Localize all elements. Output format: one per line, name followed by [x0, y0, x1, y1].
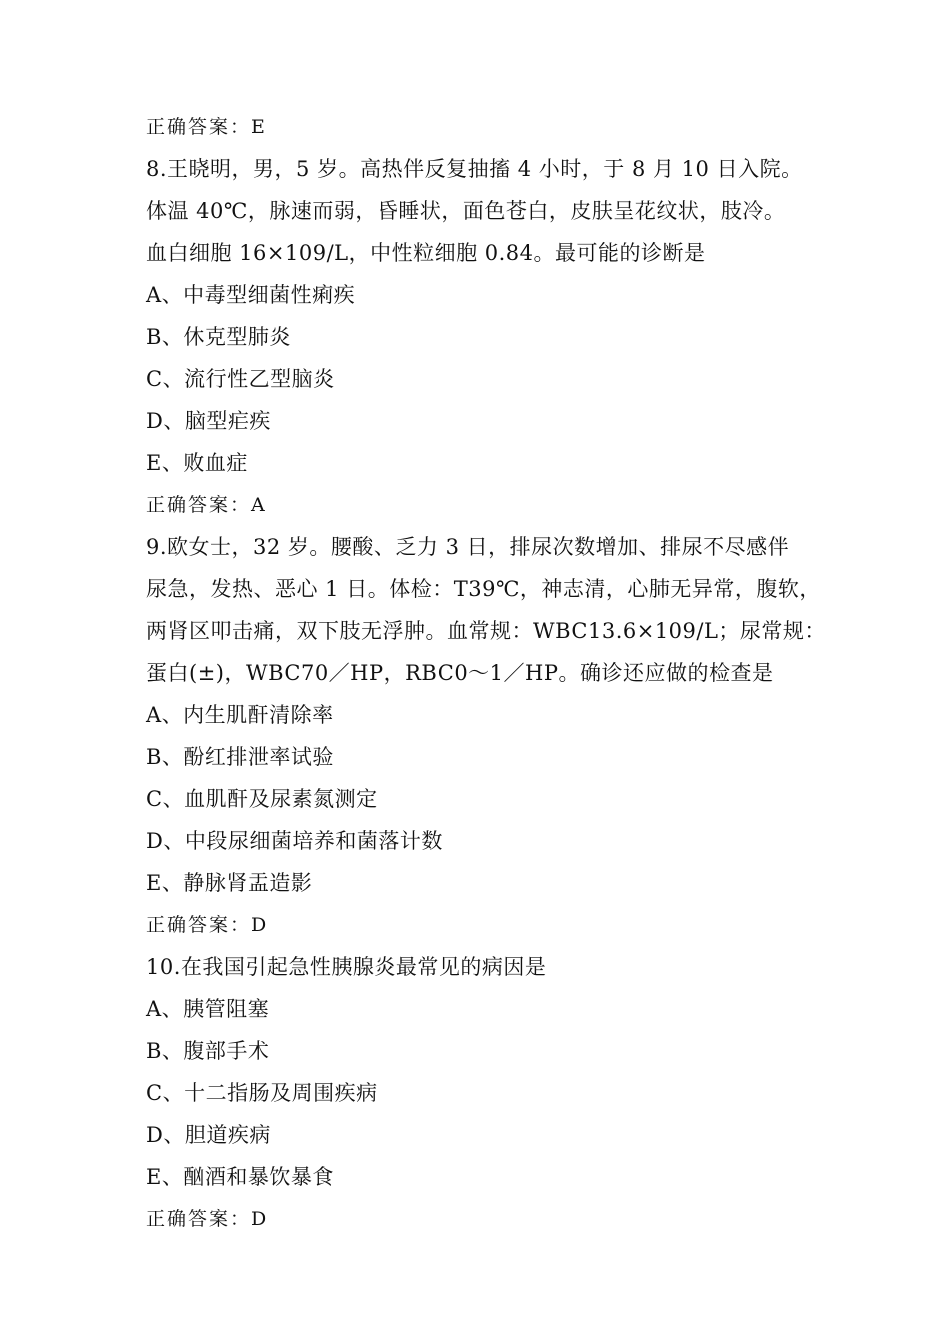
- question-text-line: 9.欧女士，32 岁。腰酸、乏力 3 日，排尿次数增加、排尿不尽感伴: [146, 535, 790, 559]
- question-text-line: 8.王晓明，男，5 岁。高热伴反复抽搐 4 小时，于 8 月 10 日入院。: [146, 157, 803, 181]
- option-d: D、胆道疾病: [146, 1123, 271, 1147]
- document-page: [146, 106, 836, 1240]
- question-10: [146, 946, 836, 988]
- option-b: B、腹部手术: [146, 1039, 270, 1063]
- option-c: C、血肌酐及尿素氮测定: [146, 787, 378, 811]
- option-e: E、酗酒和暴饮暴食: [146, 1165, 334, 1189]
- option-a: A、胰管阻塞: [146, 997, 270, 1021]
- option-b: B、休克型肺炎: [146, 325, 291, 349]
- question-text-line: 两肾区叩击痛，双下肢无浮肿。血常规：WBC13.6×109/L；尿常规：: [146, 619, 826, 643]
- option-c: C、十二指肠及周围疾病: [146, 1081, 378, 1105]
- question-text-line: 10.在我国引起急性胰腺炎最常见的病因是: [146, 955, 547, 979]
- question-text-line: 尿急，发热、恶心 1 日。体检：T39℃，神志清，心肺无异常，腹软，: [146, 577, 821, 601]
- question-text-line: 体温 40℃，脉速而弱，昏睡状，面色苍白，皮肤呈花纹状，肢冷。: [146, 199, 786, 223]
- option-e: E、静脉肾盂造影: [146, 871, 313, 895]
- option-d: D、脑型疟疾: [146, 409, 271, 433]
- option-a: A、内生肌酐清除率: [146, 703, 334, 727]
- answer-line: 正确答案：A: [146, 494, 267, 516]
- answer-line: 正确答案：D: [146, 914, 269, 936]
- question-9: [146, 526, 836, 694]
- option-c: C、流行性乙型脑炎: [146, 367, 335, 391]
- question-8: [146, 148, 836, 274]
- question-text-line: 血白细胞 16×109/L，中性粒细胞 0.84。最可能的诊断是: [146, 241, 706, 265]
- option-b: B、酚红排泄率试验: [146, 745, 334, 769]
- question-text-line: 蛋白(±)，WBC70／HP，RBC0～1／HP。确诊还应做的检查是: [146, 661, 774, 685]
- answer-line: 正确答案：E: [146, 116, 267, 138]
- answer-line: 正确答案：D: [146, 1208, 269, 1230]
- option-d: D、中段尿细菌培养和菌落计数: [146, 829, 443, 853]
- option-e: E、败血症: [146, 451, 248, 475]
- option-a: A、中毒型细菌性痢疾: [146, 283, 356, 307]
